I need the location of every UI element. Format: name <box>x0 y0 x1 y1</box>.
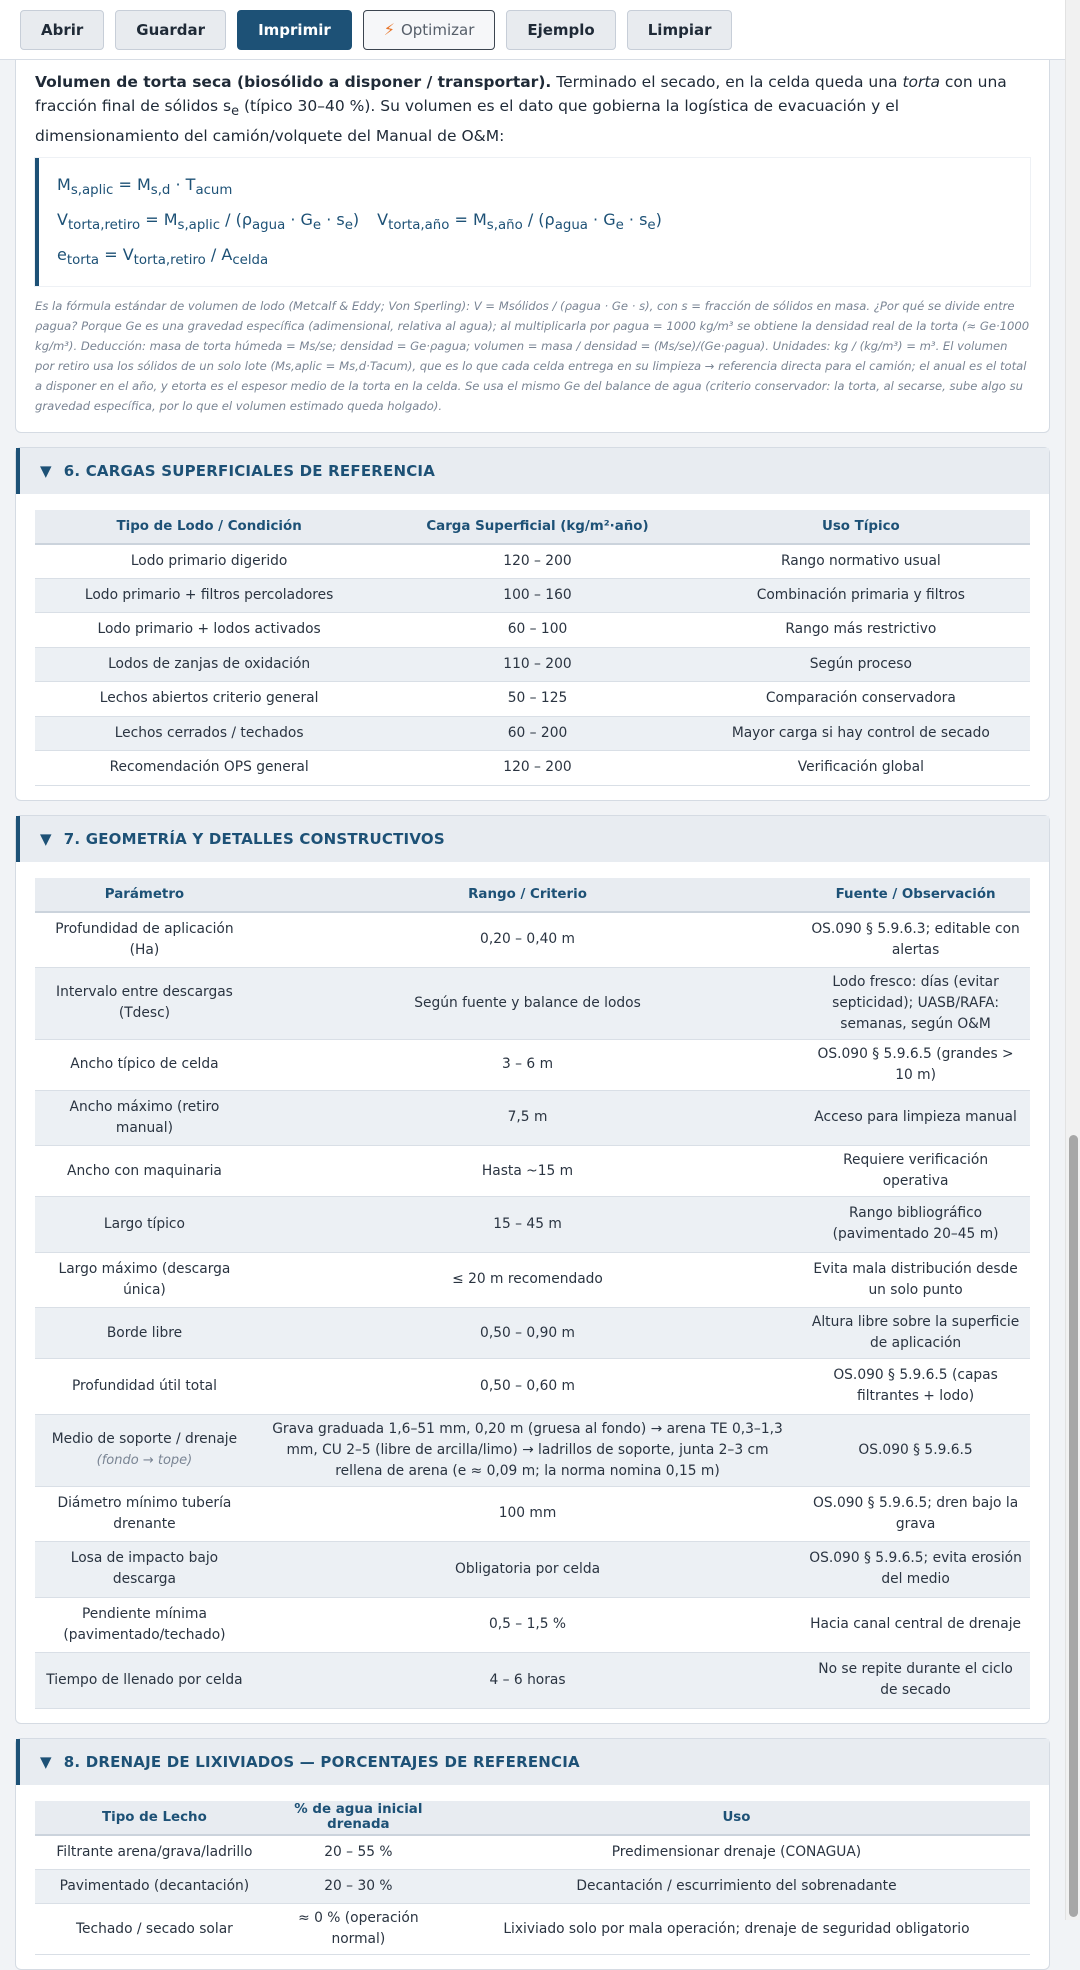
formula-2 <box>57 205 1012 240</box>
table-cell: 3 – 6 m <box>254 1039 801 1090</box>
collapse-triangle-icon: ▼ <box>40 1752 52 1771</box>
table-row <box>35 1414 1030 1486</box>
table-cell: Lechos abiertos criterio general <box>35 682 383 717</box>
table-cell: Intervalo entre descargas (Tdesc) <box>35 967 254 1039</box>
table-cell: Lodo primario + filtros percoladores <box>35 578 383 613</box>
formula-note: Es la fórmula estándar de volumen de lodo (Metcalf & Eddy; Von Sperling): V = Msólidos / (ρagua · Ge · s), con s = fracción de sólidos en masa. ¿Por qué se divide entre ρagua? Porque Ge es una gravedad específica (adimensional, relativa al agua); al multiplicarla por ρagua = 1000 kg/m³ se obtiene la densidad real de la torta (≈ Ge·1000 kg/m³). Deducción: masa de torta húmeda = Ms/se; densidad = Ge·ρagua; volumen = masa / densidad = (Ms/se)/(Ge·ρagua). Unidades: kg / (kg/m³) = m³. El volumen por retiro usa los sólidos de un solo lote (Ms,aplic = Ms,d·Tacum), que es lo que cada celda entrega en su limpieza → referencia directa para el camión; el anual es el total a disponer en el año, y etorta es el espesor medio de la torta en la celda. Se usa el mismo Ge del balance de agua (criterio conservador: la torta, al secarse, sube algo su gravedad específica, por lo que el volumen estimado queda holgado). <box>35 298 1030 413</box>
section-7-header[interactable] <box>16 816 1049 862</box>
table-cell: OS.090 § 5.9.6.5; evita erosión del medio <box>801 1542 1030 1598</box>
table-cell: 20 – 55 % <box>274 1835 443 1870</box>
table-cell: Mayor carga si hay control de secado <box>692 716 1030 751</box>
volume-card <box>15 60 1050 433</box>
table-row <box>35 716 1030 751</box>
table-cell: 4 – 6 horas <box>254 1653 801 1709</box>
table-cell: Diámetro mínimo tubería drenante <box>35 1486 254 1542</box>
table-row <box>35 1486 1030 1542</box>
table-cell: Verificación global <box>692 751 1030 786</box>
section-8-title: 8. DRENAJE DE LIXIVIADOS — PORCENTAJES DE REFERENCIA <box>63 1752 580 1771</box>
open-button[interactable]: Abrir <box>20 10 104 50</box>
section-6 <box>15 447 1050 801</box>
table-row <box>35 1835 1030 1870</box>
volume-text-a: Terminado el secado, en la celda queda una <box>551 73 903 91</box>
table-cell: Pendiente mínima (pavimentado/techado) <box>35 1597 254 1653</box>
table-cell: Filtrante arena/grava/ladrillo <box>35 1835 274 1870</box>
table-row <box>35 1359 1030 1415</box>
table-header: Tipo de Lodo / Condición <box>35 510 383 544</box>
table-cell: 120 – 200 <box>383 751 691 786</box>
scrollbar-thumb[interactable] <box>1069 1135 1078 1917</box>
table-row <box>35 1197 1030 1253</box>
formula-box <box>35 158 1030 286</box>
leachate-table <box>35 1801 1030 1956</box>
table-cell: Rango bibliográfico (pavimentado 20–45 m) <box>801 1197 1030 1253</box>
formula-1: $M_{s,aplic} = M_{s,d} \cdot T_{acum}$ <box>57 175 233 199</box>
table-cell: 15 – 45 m <box>254 1197 801 1253</box>
table-cell: Medio de soporte / drenaje (fondo → tope) <box>35 1414 254 1486</box>
table-row <box>35 912 1030 968</box>
table-cell: 60 – 200 <box>383 716 691 751</box>
table-cell: Rango normativo usual <box>692 544 1030 579</box>
table-cell: Lechos cerrados / techados <box>35 716 383 751</box>
table-cell: Losa de impacto bajo descarga <box>35 1542 254 1598</box>
section-7-title: 7. GEOMETRÍA Y DETALLES CONSTRUCTIVOS <box>63 829 445 848</box>
table-cell: 100 mm <box>254 1486 801 1542</box>
table-cell: Lodo primario digerido <box>35 544 383 579</box>
table-cell: Obligatoria por celda <box>254 1542 801 1598</box>
table-row <box>35 1252 1030 1308</box>
table-cell: Predimensionar drenaje (CONAGUA) <box>443 1835 1030 1870</box>
table-cell: Según proceso <box>692 647 1030 682</box>
table-cell: OS.090 § 5.9.6.5; dren bajo la grava <box>801 1486 1030 1542</box>
table-cell: Lodo fresco: días (evitar septicidad); UASB/RAFA: semanas, según O&M <box>801 967 1030 1039</box>
table-cell: 110 – 200 <box>383 647 691 682</box>
table-cell: OS.090 § 5.9.6.5 <box>801 1414 1030 1486</box>
table-cell: Lodos de zanjas de oxidación <box>35 647 383 682</box>
section-6-title: 6. CARGAS SUPERFICIALES DE REFERENCIA <box>63 461 436 480</box>
table-cell: Evita mala distribución desde un solo punto <box>801 1252 1030 1308</box>
table-cell: Profundidad de aplicación (Ha) <box>35 912 254 968</box>
loads-table <box>35 510 1030 786</box>
optimize-label: Optimizar <box>400 20 475 39</box>
table-row <box>35 1146 1030 1197</box>
table-cell: Según fuente y balance de lodos <box>254 967 801 1039</box>
table-cell: 100 – 160 <box>383 578 691 613</box>
section-7 <box>15 815 1050 1724</box>
table-row <box>35 1869 1030 1904</box>
table-cell: 0,50 – 0,60 m <box>254 1359 801 1415</box>
volume-sub-e: e <box>231 104 240 120</box>
table-cell: 0,20 – 0,40 m <box>254 912 801 968</box>
table-cell: 50 – 125 <box>383 682 691 717</box>
table-cell: Combinación primaria y filtros <box>692 578 1030 613</box>
table-cell: Recomendación OPS general <box>35 751 383 786</box>
table-row <box>35 967 1030 1039</box>
table-header: % de agua inicial drenada <box>274 1801 443 1835</box>
section-6-header[interactable] <box>16 448 1049 494</box>
volume-text-c: (típico 30–40 %). Su volumen es el dato que gobierna la logística de evacuación y el dimensionamiento del camión/volquete del Manual de O&M: <box>35 97 900 146</box>
toolbar <box>0 0 1065 60</box>
table-cell: 0,5 – 1,5 % <box>254 1597 801 1653</box>
table-row <box>35 1597 1030 1653</box>
example-button[interactable]: Ejemplo <box>506 10 615 50</box>
table-cell: Comparación conservadora <box>692 682 1030 717</box>
table-cell: ≈ 0 % (operación normal) <box>274 1904 443 1955</box>
formula-2a: $V_{torta,retiro} = M_{s,aplic} / (\rho_{agua} \cdot G_e \cdot s_e)$ <box>57 210 360 234</box>
table-cell: ≤ 20 m recomendado <box>254 1252 801 1308</box>
optimize-button[interactable] <box>363 10 496 50</box>
volume-paragraph <box>35 70 1030 148</box>
support-order-caption: (fondo → tope) <box>96 1453 193 1469</box>
table-row <box>35 1039 1030 1090</box>
scrollbar[interactable] <box>1065 0 1080 1920</box>
table-cell: Hacia canal central de drenaje <box>801 1597 1030 1653</box>
table-row <box>35 647 1030 682</box>
table-cell: Rango más restrictivo <box>692 613 1030 648</box>
table-header: Uso Típico <box>692 510 1030 544</box>
table-cell: Largo máximo (descarga única) <box>35 1252 254 1308</box>
table-cell: No se repite durante el ciclo de secado <box>801 1653 1030 1709</box>
table-cell: Ancho típico de celda <box>35 1039 254 1090</box>
table-header: Rango / Criterio <box>254 878 801 912</box>
table-header: Uso <box>443 1801 1030 1835</box>
volume-title: Volumen de torta seca (biosólido a disponer / transportar). <box>35 73 552 91</box>
volume-torta: torta <box>902 73 940 91</box>
table-header: Fuente / Observación <box>801 878 1030 912</box>
table-header: Parámetro <box>35 878 254 912</box>
table-cell: Lixiviado solo por mala operación; drenaje de seguridad obligatorio <box>443 1904 1030 1955</box>
table-cell: 0,50 – 0,90 m <box>254 1308 801 1359</box>
print-button[interactable]: Imprimir <box>237 10 352 50</box>
table-cell: OS.090 § 5.9.6.5 (grandes > 10 m) <box>801 1039 1030 1090</box>
clear-button[interactable]: Limpiar <box>627 10 733 50</box>
table-cell: 60 – 100 <box>383 613 691 648</box>
section-8 <box>15 1738 1050 1970</box>
table-cell: Tiempo de llenado por celda <box>35 1653 254 1709</box>
table-cell: Techado / secado solar <box>35 1904 274 1955</box>
table-cell: Borde libre <box>35 1308 254 1359</box>
table-row <box>35 682 1030 717</box>
table-cell: Requiere verificación operativa <box>801 1146 1030 1197</box>
save-button[interactable]: Guardar <box>115 10 226 50</box>
formula-3: $e_{torta} = V_{torta,retiro} / A_{celda}$ <box>57 245 269 269</box>
main-content <box>15 60 1050 1970</box>
table-cell: Acceso para limpieza manual <box>801 1090 1030 1146</box>
table-cell: 20 – 30 % <box>274 1869 443 1904</box>
table-cell: Lodo primario + lodos activados <box>35 613 383 648</box>
table-cell: Profundidad útil total <box>35 1359 254 1415</box>
table-cell: Decantación / escurrimiento del sobrenadante <box>443 1869 1030 1904</box>
collapse-triangle-icon: ▼ <box>40 829 52 848</box>
table-cell: Ancho máximo (retiro manual) <box>35 1090 254 1146</box>
table-cell: Altura libre sobre la superficie de aplicación <box>801 1308 1030 1359</box>
table-row <box>35 1542 1030 1598</box>
collapse-triangle-icon: ▼ <box>40 461 52 480</box>
table-header: Tipo de Lecho <box>35 1801 274 1835</box>
table-row <box>35 1308 1030 1359</box>
table-row <box>35 1904 1030 1955</box>
table-row <box>35 1090 1030 1146</box>
table-cell: 120 – 200 <box>383 544 691 579</box>
table-cell: Grava graduada 1,6–51 mm, 0,20 m (gruesa al fondo) → arena TE 0,3–1,3 mm, CU 2–5 (libre de arcilla/limo) → ladrillos de soporte, junta 2–3 cm rellena de arena (e ≈ 0,09 m; la norma nomina 0,15 m) <box>254 1414 801 1486</box>
formula-2b: $V_{torta,año} = M_{s,año} / (\rho_{agua} \cdot G_e \cdot s_e)$ <box>377 210 662 234</box>
table-cell: OS.090 § 5.9.6.5 (capas filtrantes + lodo) <box>801 1359 1030 1415</box>
table-row <box>35 613 1030 648</box>
table-cell: 7,5 m <box>254 1090 801 1146</box>
table-cell: Pavimentado (decantación) <box>35 1869 274 1904</box>
table-row <box>35 751 1030 786</box>
table-row <box>35 1653 1030 1709</box>
table-header: Carga Superficial (kg/m²·año) <box>383 510 691 544</box>
table-row <box>35 578 1030 613</box>
lightning-icon: ⚡ <box>383 20 395 39</box>
table-cell: Hasta ~15 m <box>254 1146 801 1197</box>
table-cell: OS.090 § 5.9.6.3; editable con alertas <box>801 912 1030 968</box>
geometry-table <box>35 878 1030 1709</box>
table-row <box>35 544 1030 579</box>
table-cell: Ancho con maquinaria <box>35 1146 254 1197</box>
volume-text-b: con una fracción final de sólidos s <box>35 73 1007 115</box>
table-cell: Largo típico <box>35 1197 254 1253</box>
section-8-header[interactable] <box>16 1739 1049 1785</box>
